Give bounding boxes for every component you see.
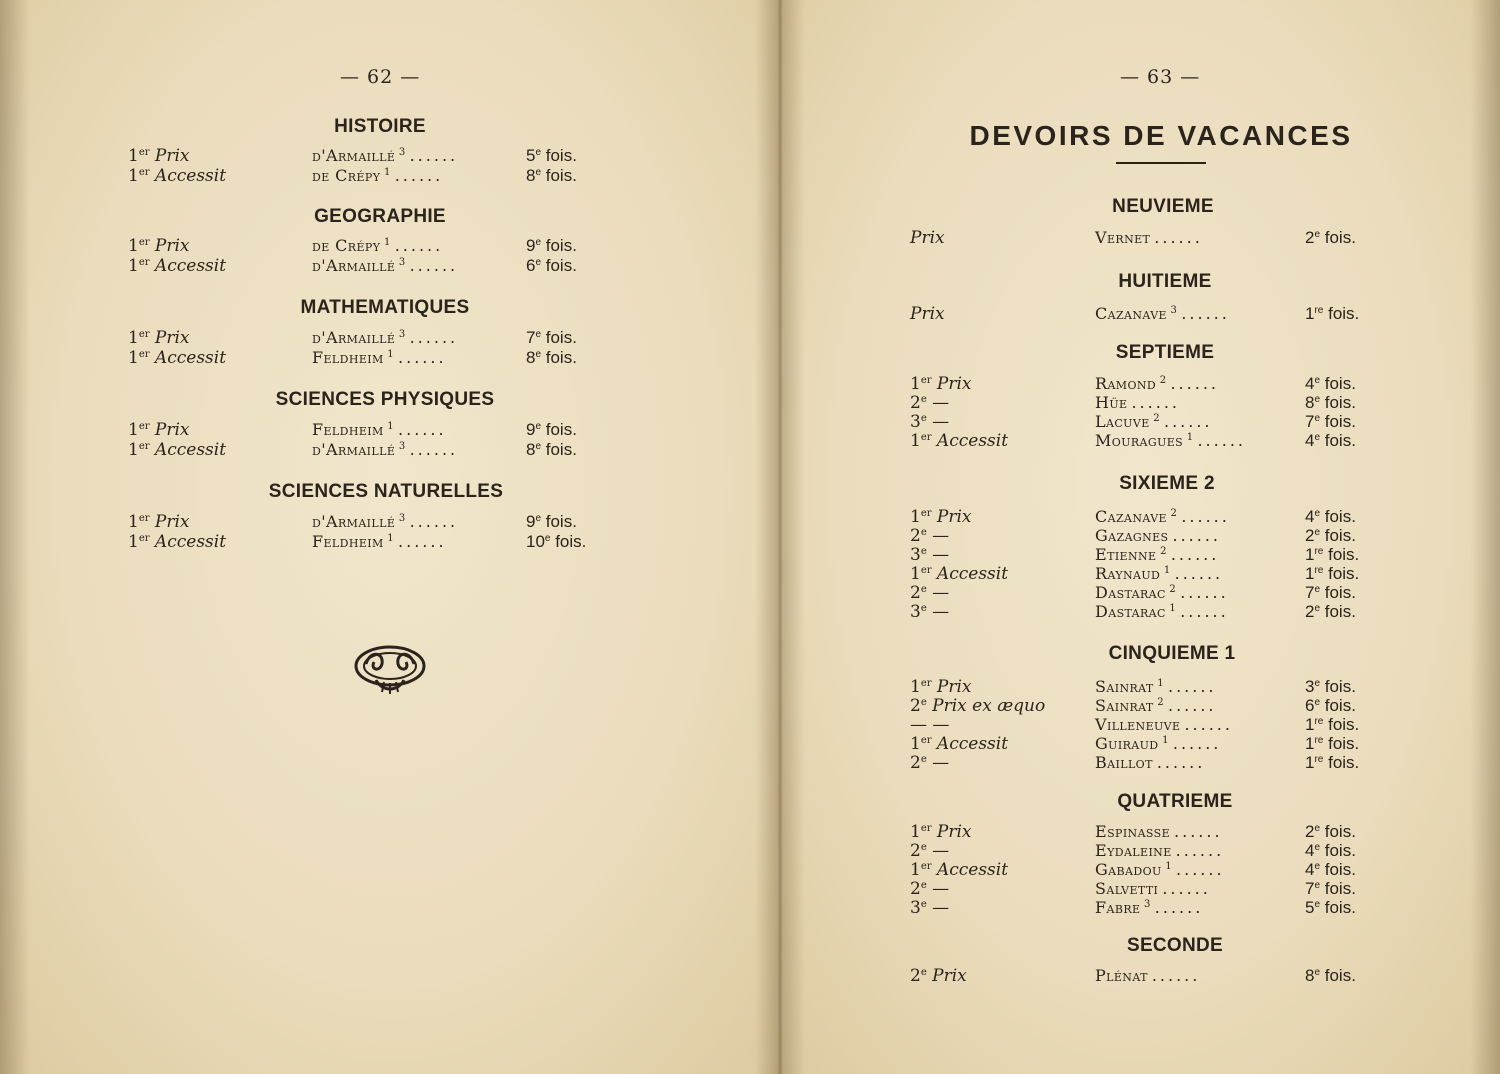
- times-count: 1re fois.: [1305, 564, 1360, 583]
- left-row: [128, 256, 616, 276]
- award-label: 3e —: [910, 412, 950, 432]
- left-row: [128, 236, 616, 256]
- award-label: 1er Accessit: [910, 860, 1009, 880]
- award-label: 1er Accessit: [128, 440, 227, 460]
- student-name: Sainrat $^2$ ......: [1095, 696, 1217, 715]
- award-label: 2e —: [910, 583, 950, 603]
- times-count: 4e fois.: [1305, 841, 1356, 860]
- award-label: 1er Accessit: [910, 734, 1009, 754]
- award-label: 3e —: [910, 602, 950, 622]
- student-name: Espinasse ......: [1095, 822, 1223, 841]
- times-count: 8e fois.: [1305, 966, 1356, 985]
- times-count: 4e fois.: [1305, 860, 1356, 879]
- award-label: 1er Prix: [910, 822, 972, 842]
- times-count: 1re fois.: [1305, 715, 1360, 734]
- award-label: 1er Prix: [128, 236, 190, 256]
- student-name: Guiraud $^1$ ......: [1095, 734, 1222, 753]
- section-title-seconde: SECONDE: [1126, 935, 1224, 956]
- right-row: [910, 841, 1395, 861]
- right-row: [910, 898, 1395, 918]
- left-row: [128, 166, 616, 186]
- student-name: Feldheim $^1$ ......: [312, 420, 447, 439]
- student-name: Dastarac $^2$ ......: [1095, 583, 1229, 602]
- times-count: 4e fois.: [1305, 507, 1356, 526]
- right-row: [910, 753, 1395, 773]
- award-label: 1er Accessit: [128, 256, 227, 276]
- right-row: [910, 304, 1395, 324]
- student-name: Vernet ......: [1095, 228, 1203, 247]
- award-label: 3e —: [910, 898, 950, 918]
- right-row: [910, 715, 1395, 735]
- student-name: Feldheim $^1$ ......: [312, 348, 447, 367]
- award-label: 1er Prix: [128, 146, 190, 166]
- left-row: [128, 146, 616, 166]
- section-title-mathematiques: MATHEMATIQUES: [300, 297, 470, 318]
- right-row: [910, 545, 1395, 565]
- student-name: Hüe ......: [1095, 393, 1180, 412]
- times-count: 9e fois.: [526, 420, 577, 439]
- student-name: Fabre $^3$ ......: [1095, 898, 1204, 917]
- times-count: 2e fois.: [1305, 602, 1356, 621]
- right-row: [910, 526, 1395, 546]
- award-label: 2e Prix ex æquo: [910, 696, 1046, 716]
- right-row: [910, 412, 1395, 432]
- right-row: [910, 228, 1395, 248]
- student-name: Gazagnes ......: [1095, 526, 1222, 545]
- times-count: 7e fois.: [1305, 583, 1356, 602]
- times-count: 2e fois.: [1305, 526, 1356, 545]
- student-name: d'Armaillé $^3$ ......: [312, 256, 459, 275]
- student-name: d'Armaillé $^3$ ......: [312, 440, 459, 459]
- award-label: 1er Accessit: [910, 564, 1009, 584]
- times-count: 6e fois.: [1305, 696, 1356, 715]
- student-name: Etienne $^2$ ......: [1095, 545, 1220, 564]
- right-row: [910, 696, 1395, 716]
- left-row: [128, 348, 616, 368]
- right-row: [910, 822, 1395, 842]
- times-count: 1re fois.: [1305, 753, 1360, 772]
- right-row: [910, 393, 1395, 413]
- right-row: [910, 677, 1395, 697]
- section-title-neuvieme: NEUVIEME: [1112, 196, 1214, 217]
- right-page-number: — 63 —: [1120, 66, 1201, 88]
- award-label: 1er Prix: [128, 512, 190, 532]
- student-name: Cazanave $^3$ ......: [1095, 304, 1230, 323]
- right-row: [910, 966, 1395, 986]
- left-row: [128, 440, 616, 460]
- award-label: 2e —: [910, 841, 950, 861]
- award-label: 1er Accessit: [910, 431, 1009, 451]
- student-name: Eydaleine ......: [1095, 841, 1225, 860]
- times-count: 2e fois.: [1305, 822, 1356, 841]
- award-label: 2e —: [910, 879, 950, 899]
- award-label: — —: [910, 715, 950, 735]
- student-name: Salvetti ......: [1095, 879, 1211, 898]
- left-page-number: — 62 —: [340, 66, 421, 88]
- student-name: Villeneuve ......: [1095, 715, 1233, 734]
- student-name: Ramond $^2$ ......: [1095, 374, 1219, 393]
- student-name: Mouragues $^1$ ......: [1095, 431, 1246, 450]
- student-name: d'Armaillé $^3$ ......: [312, 328, 459, 347]
- award-label: 2e —: [910, 526, 950, 546]
- times-count: 9e fois.: [526, 236, 577, 255]
- section-title-quatrieme: QUATRIEME: [1117, 791, 1233, 812]
- student-name: Sainrat $^1$ ......: [1095, 677, 1217, 696]
- award-label: 1er Prix: [910, 677, 972, 697]
- left-row: [128, 532, 616, 552]
- student-name: d'Armaillé $^3$ ......: [312, 146, 459, 165]
- page-title: DEVOIRS DE VACANCES: [969, 120, 1353, 151]
- times-count: 6e fois.: [526, 256, 577, 275]
- award-label: 1er Prix: [910, 507, 972, 527]
- section-title-cinquieme: CINQUIEME 1: [1108, 643, 1236, 664]
- right-row: [910, 860, 1395, 880]
- title-underline: [1116, 162, 1206, 164]
- times-count: 10e fois.: [526, 532, 587, 551]
- times-count: 5e fois.: [526, 146, 577, 165]
- section-title-sixieme: SIXIEME 2: [1119, 473, 1215, 494]
- student-name: d'Armaillé $^3$ ......: [312, 512, 459, 531]
- book-gutter: [755, 0, 805, 1074]
- award-label: 2e —: [910, 393, 950, 413]
- times-count: 8e fois.: [526, 166, 577, 185]
- student-name: Lacuve $^2$ ......: [1095, 412, 1213, 431]
- award-label: 1er Accessit: [128, 532, 227, 552]
- award-label: 1er Accessit: [128, 348, 227, 368]
- times-count: 1re fois.: [1305, 304, 1360, 323]
- times-count: 7e fois.: [1305, 412, 1356, 431]
- student-name: Plénat ......: [1095, 966, 1201, 985]
- award-label: 1er Accessit: [128, 166, 227, 186]
- right-row: [910, 431, 1395, 451]
- section-title-histoire: HISTOIRE: [334, 116, 426, 137]
- right-row: [910, 879, 1395, 899]
- times-count: 4e fois.: [1305, 374, 1356, 393]
- times-count: 7e fois.: [526, 328, 577, 347]
- right-row: [910, 602, 1395, 622]
- award-label: 1er Prix: [910, 374, 972, 394]
- section-title-septieme: SEPTIEME: [1115, 342, 1215, 363]
- award-label: Prix: [910, 228, 945, 248]
- left-row: [128, 512, 616, 532]
- award-label: 1er Prix: [128, 420, 190, 440]
- times-count: 1re fois.: [1305, 545, 1360, 564]
- section-title-geographie: GEOGRAPHIE: [314, 206, 446, 227]
- times-count: 1re fois.: [1305, 734, 1360, 753]
- student-name: Dastarac $^1$ ......: [1095, 602, 1229, 621]
- award-label: 2e —: [910, 753, 950, 773]
- times-count: 8e fois.: [1305, 393, 1356, 412]
- right-row: [910, 507, 1395, 527]
- student-name: de Crépy $^1$ ......: [312, 166, 444, 185]
- times-count: 3e fois.: [1305, 677, 1356, 696]
- section-title-sciences-naturelles: SCIENCES NATURELLES: [268, 481, 504, 502]
- student-name: Cazanave $^2$ ......: [1095, 507, 1230, 526]
- times-count: 8e fois.: [526, 440, 577, 459]
- right-row: [910, 734, 1395, 754]
- times-count: 7e fois.: [1305, 879, 1356, 898]
- scroll-ornament-icon: [352, 642, 428, 698]
- student-name: Raynaud $^1$ ......: [1095, 564, 1224, 583]
- award-label: Prix: [910, 304, 945, 324]
- student-name: de Crépy $^1$ ......: [312, 236, 444, 255]
- section-title-huitieme: HUITIEME: [1118, 271, 1212, 292]
- left-row: [128, 328, 616, 348]
- left-row: [128, 420, 616, 440]
- award-label: 3e —: [910, 545, 950, 565]
- right-row: [910, 583, 1395, 603]
- times-count: 2e fois.: [1305, 228, 1356, 247]
- student-name: Feldheim $^1$ ......: [312, 532, 447, 551]
- times-count: 4e fois.: [1305, 431, 1356, 450]
- student-name: Gabadou $^1$ ......: [1095, 860, 1225, 879]
- times-count: 8e fois.: [526, 348, 577, 367]
- student-name: Baillot ......: [1095, 753, 1206, 772]
- right-row: [910, 374, 1395, 394]
- right-row: [910, 564, 1395, 584]
- section-title-sciences-physiques: SCIENCES PHYSIQUES: [275, 389, 495, 410]
- award-label: 2e Prix: [910, 966, 967, 986]
- award-label: 1er Prix: [128, 328, 190, 348]
- times-count: 5e fois.: [1305, 898, 1356, 917]
- times-count: 9e fois.: [526, 512, 577, 531]
